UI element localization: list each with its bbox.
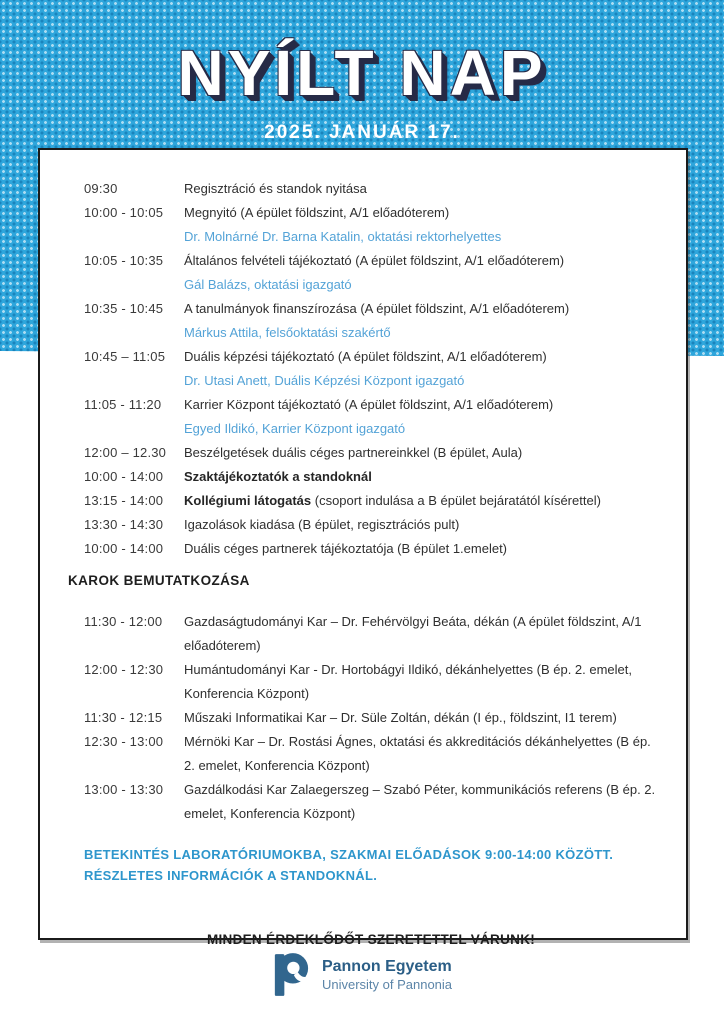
schedule-list bbox=[84, 177, 658, 561]
logo-subname: University of Pannonia bbox=[321, 977, 453, 992]
schedule-row bbox=[84, 441, 658, 465]
schedule-time: 10:35 - 10:45 bbox=[84, 301, 164, 316]
schedule-description bbox=[184, 393, 658, 441]
schedule-title-regular: (csoport indulása a B épület bejáratától kísérettel) bbox=[311, 493, 601, 508]
schedule-title bbox=[184, 177, 658, 201]
faculty-row bbox=[84, 610, 658, 658]
university-logo bbox=[0, 952, 724, 998]
faculty-description: Humántudományi Kar - Dr. Hortobágyi Ildikó, dékánhelyettes (B ép. 2. emelet, Konferencia Központ) bbox=[184, 662, 632, 701]
faculty-time: 11:30 - 12:00 bbox=[84, 614, 163, 629]
faculty-time: 12:00 - 12:30 bbox=[84, 662, 164, 677]
schedule-card bbox=[38, 148, 688, 947]
schedule-title bbox=[184, 441, 658, 465]
faculty-row bbox=[84, 706, 658, 730]
faculty-time: 12:30 - 13:00 bbox=[84, 734, 164, 749]
schedule-description bbox=[184, 441, 658, 465]
info-line-2: RÉSZLETES INFORMÁCIÓK A STANDOKNÁL. bbox=[84, 868, 378, 883]
schedule-row bbox=[84, 249, 658, 297]
schedule-speaker: Dr. Molnárné Dr. Barna Katalin, oktatási rektorhelyettes bbox=[184, 229, 502, 244]
schedule-description bbox=[184, 513, 658, 537]
schedule-title-regular: Duális céges partnerek tájékoztatója (B épület 1.emelet) bbox=[184, 541, 508, 556]
poster-header bbox=[0, 0, 724, 144]
schedule-description bbox=[184, 537, 658, 561]
info-line-1: BETEKINTÉS LABORATÓRIUMOKBA, SZAKMAI ELŐADÁSOK 9:00-14:00 KÖZÖTT. bbox=[84, 847, 614, 862]
schedule-description bbox=[184, 297, 658, 345]
faculty-time: 13:00 - 13:30 bbox=[84, 782, 164, 797]
schedule-description bbox=[184, 201, 658, 249]
logo-text bbox=[322, 957, 452, 993]
schedule-title bbox=[184, 489, 658, 513]
schedule-time: 13:15 - 14:00 bbox=[84, 493, 164, 508]
info-block bbox=[84, 844, 658, 886]
poster-date: 2025. JANUÁR 17. bbox=[264, 122, 460, 143]
schedule-row bbox=[84, 201, 658, 249]
schedule-title bbox=[184, 249, 658, 273]
schedule-description bbox=[184, 249, 658, 297]
faculty-row bbox=[84, 730, 658, 778]
schedule-row bbox=[84, 297, 658, 345]
schedule-row bbox=[84, 345, 658, 393]
schedule-title bbox=[184, 537, 658, 561]
schedule-time: 11:05 - 11:20 bbox=[84, 397, 162, 412]
schedule-title bbox=[184, 345, 658, 369]
faculty-row bbox=[84, 658, 658, 706]
schedule-description bbox=[184, 177, 658, 201]
faculty-description: Gazdaságtudományi Kar – Dr. Fehérvölgyi Beáta, dékán (A épület földszint, A/1 előadóterem) bbox=[184, 614, 642, 653]
schedule-title-bold: Szaktájékoztatók a standoknál bbox=[184, 469, 372, 484]
schedule-row bbox=[84, 537, 658, 561]
schedule-time: 10:00 - 10:05 bbox=[84, 205, 164, 220]
schedule-speaker: Dr. Utasi Anett, Duális Képzési Központ igazgató bbox=[184, 373, 465, 388]
schedule-title-regular: Általános felvételi tájékoztató (A épület földszint, A/1 előadóterem) bbox=[184, 253, 565, 268]
faculty-time: 11:30 - 12:15 bbox=[84, 710, 163, 725]
schedule-title-regular: Igazolások kiadása (B épület, regisztrációs pult) bbox=[184, 517, 460, 532]
schedule-time: 10:45 – 11:05 bbox=[84, 349, 166, 364]
schedule-title bbox=[184, 297, 658, 321]
faculty-row bbox=[84, 778, 658, 826]
pannon-p-logo-icon bbox=[272, 952, 310, 998]
schedule-title bbox=[184, 465, 658, 489]
schedule-row bbox=[84, 393, 658, 441]
schedule-time: 10:00 - 14:00 bbox=[84, 469, 164, 484]
schedule-time: 12:00 – 12.30 bbox=[84, 445, 167, 460]
schedule-title bbox=[184, 201, 658, 225]
schedule-speaker: Gál Balázs, oktatási igazgató bbox=[184, 277, 352, 292]
schedule-speaker: Márkus Attila, felsőoktatási szakértő bbox=[184, 325, 391, 340]
faculty-description: Műszaki Informatikai Kar – Dr. Süle Zoltán, dékán (I ép., földszint, I1 terem) bbox=[184, 710, 617, 725]
logo-name: Pannon Egyetem bbox=[321, 958, 452, 975]
schedule-row bbox=[84, 513, 658, 537]
schedule-description bbox=[184, 345, 658, 393]
schedule-time: 13:30 - 14:30 bbox=[84, 517, 164, 532]
faculties-section-heading: KAROK BEMUTATKOZÁSA bbox=[68, 573, 250, 588]
schedule-title-regular: Beszélgetések duális céges partnereinkkel (B épület, Aula) bbox=[184, 445, 523, 460]
schedule-title-regular: Karrier Központ tájékoztató (A épület földszint, A/1 előadóterem) bbox=[184, 397, 554, 412]
schedule-title-regular: Megnyitó (A épület földszint, A/1 előadóterem) bbox=[184, 205, 450, 220]
faculties-list bbox=[84, 610, 658, 826]
schedule-time: 10:05 - 10:35 bbox=[84, 253, 164, 268]
schedule-row bbox=[84, 489, 658, 513]
schedule-time: 10:00 - 14:00 bbox=[84, 541, 164, 556]
schedule-row bbox=[84, 465, 658, 489]
schedule-title-regular: A tanulmányok finanszírozása (A épület földszint, A/1 előadóterem) bbox=[184, 301, 570, 316]
schedule-row bbox=[84, 177, 658, 201]
schedule-description bbox=[184, 489, 658, 513]
schedule-time: 09:30 bbox=[84, 181, 118, 196]
faculty-description: Mérnöki Kar – Dr. Rostási Ágnes, oktatási és akkreditációs dékánhelyettes (B ép. 2. emelet, Konferencia Központ) bbox=[184, 734, 651, 773]
poster-title: NYÍLT NAP bbox=[177, 37, 547, 109]
schedule-title bbox=[184, 393, 658, 417]
schedule-title bbox=[184, 513, 658, 537]
schedule-description bbox=[184, 465, 658, 489]
schedule-title-regular: Regisztráció és standok nyitása bbox=[184, 181, 367, 196]
schedule-speaker: Egyed Ildikó, Karrier Központ igazgató bbox=[184, 421, 406, 436]
schedule-title-bold: Kollégiumi látogatás bbox=[184, 493, 312, 508]
schedule-title-regular: Duális képzési tájékoztató (A épület földszint, A/1 előadóterem) bbox=[184, 349, 547, 364]
faculty-description: Gazdálkodási Kar Zalaegerszeg – Szabó Péter, kommunikációs referens (B ép. 2. emelet, Konferencia Központ) bbox=[184, 782, 656, 821]
closing-line: MINDEN ÉRDEKLŐDŐT SZERETETTEL VÁRUNK! bbox=[206, 932, 536, 947]
